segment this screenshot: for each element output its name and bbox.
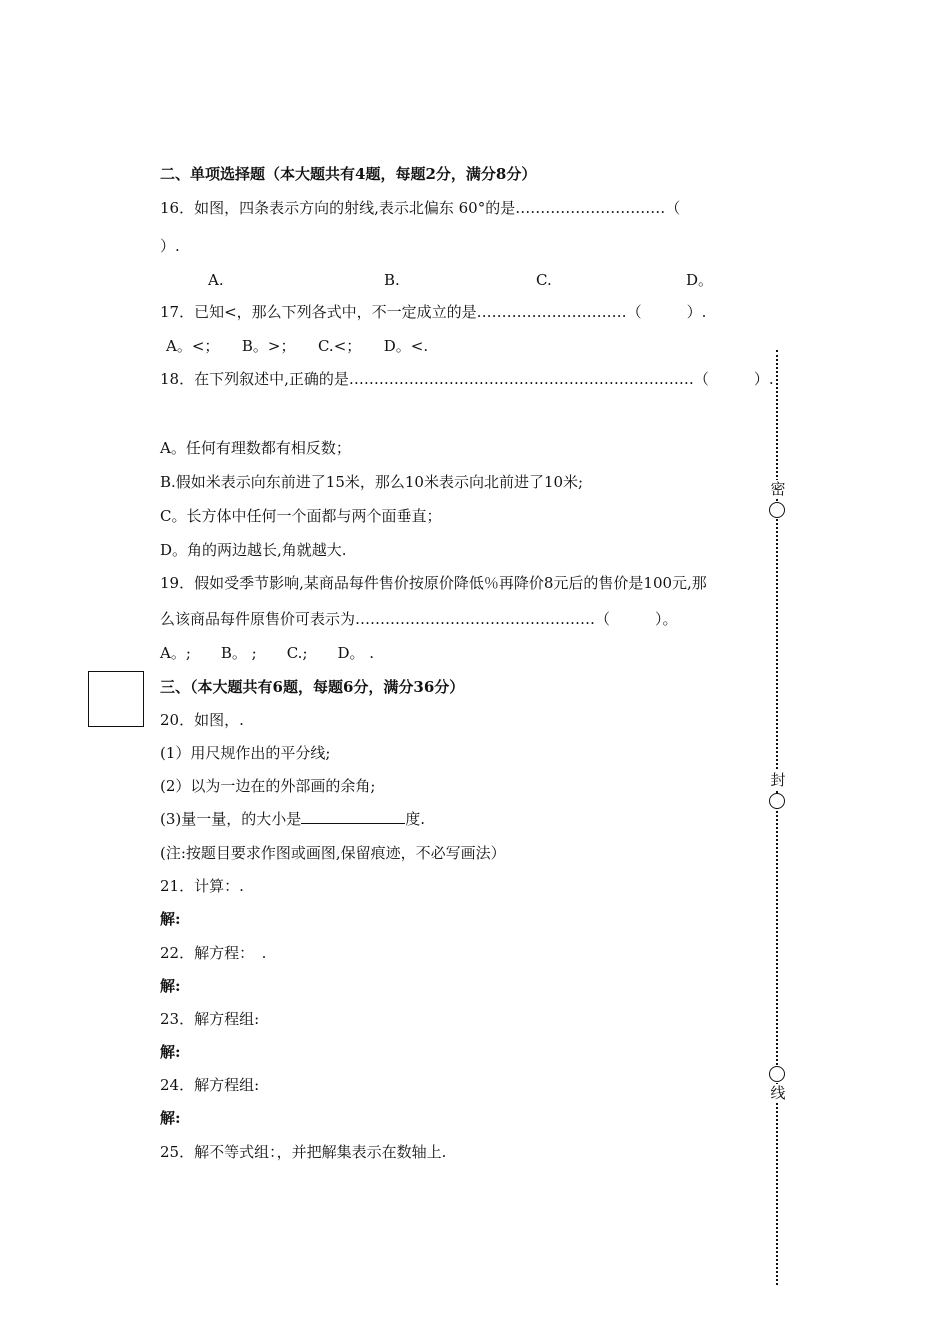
question-20-part-3-text: (3)量一量，的大小是 (160, 810, 302, 828)
seal-label-feng: 封 (770, 771, 786, 789)
question-20-stem: 20．如图，. (160, 711, 244, 729)
question-23-stem: 23．解方程组: (160, 1010, 260, 1028)
question-24-stem: 24．解方程组: (160, 1076, 260, 1094)
seal-circle-2 (769, 793, 785, 809)
question-24-answer-label: 解: (160, 1109, 181, 1127)
question-20-part-1: (1）用尺规作出的平分线; (160, 744, 331, 762)
section-3-title: 三、（本大题共有6题，每题6分，满分36分） (160, 678, 465, 696)
question-18-option-c: C。长方体中任何一个面都与两个面垂直； (160, 507, 442, 525)
answer-blank[interactable] (301, 809, 405, 824)
question-22-stem: 22．解方程： . (160, 944, 267, 962)
question-18-option-a: A。任何有理数都有相反数； (160, 439, 351, 457)
question-21-answer-label: 解: (160, 910, 181, 928)
question-17-options: A。<； B。>； C.<； D。<. (166, 337, 429, 355)
question-18-stem: 18．在下列叙述中,正确的是……………………………………………………………（ ）. (160, 370, 774, 388)
question-16-option-d: D。 (686, 271, 714, 289)
question-20-part-3-unit: 度. (405, 810, 426, 828)
question-20-note: (注:按题目要求作图或画图,保留痕迹，不必写画法） (160, 844, 506, 862)
question-18-option-d: D。角的两边越长,角就越大. (160, 541, 347, 559)
question-19-stem-cont: 么该商品每件原售价可表示为…………………………………………（ ）。 (160, 610, 678, 628)
question-16-stem-cont: ）. (160, 237, 180, 255)
question-20-part-2: (2）以为一边在的外部画的余角; (160, 777, 376, 795)
question-16-option-b: B. (384, 271, 400, 289)
question-22-answer-label: 解: (160, 977, 181, 995)
question-21-stem: 21．计算：. (160, 877, 244, 895)
question-25-stem: 25．解不等式组：，并把解集表示在数轴上. (160, 1143, 447, 1161)
question-23-answer-label: 解: (160, 1043, 181, 1061)
question-16-option-c: C. (536, 271, 552, 289)
question-18-option-b: B.假如米表示向东前进了15米，那么10米表示向北前进了10米; (160, 473, 584, 491)
question-20-part-3 (160, 809, 425, 829)
score-box[interactable] (88, 671, 144, 727)
seal-circle-1 (769, 502, 785, 518)
section-2-title: 二、单项选择题（本大题共有4题，每题2分，满分8分） (160, 165, 537, 183)
question-19-stem: 19．假如受季节影响,某商品每件售价按原价降低％再降价8元后的售价是100元,那 (160, 574, 707, 592)
question-17-stem: 17．已知<，那么下列各式中，不一定成立的是…………………………（ ）. (160, 303, 707, 321)
question-16-option-a: A. (208, 271, 224, 289)
seal-label-mi: 密 (770, 480, 786, 498)
question-16-stem: 16．如图，四条表示方向的射线,表示北偏东 60°的是…………………………（ (160, 199, 681, 217)
question-19-options: A。; B。 ; C.; D。 . (160, 644, 375, 662)
seal-label-xian: 线 (770, 1084, 786, 1102)
seal-circle-3 (769, 1066, 785, 1082)
